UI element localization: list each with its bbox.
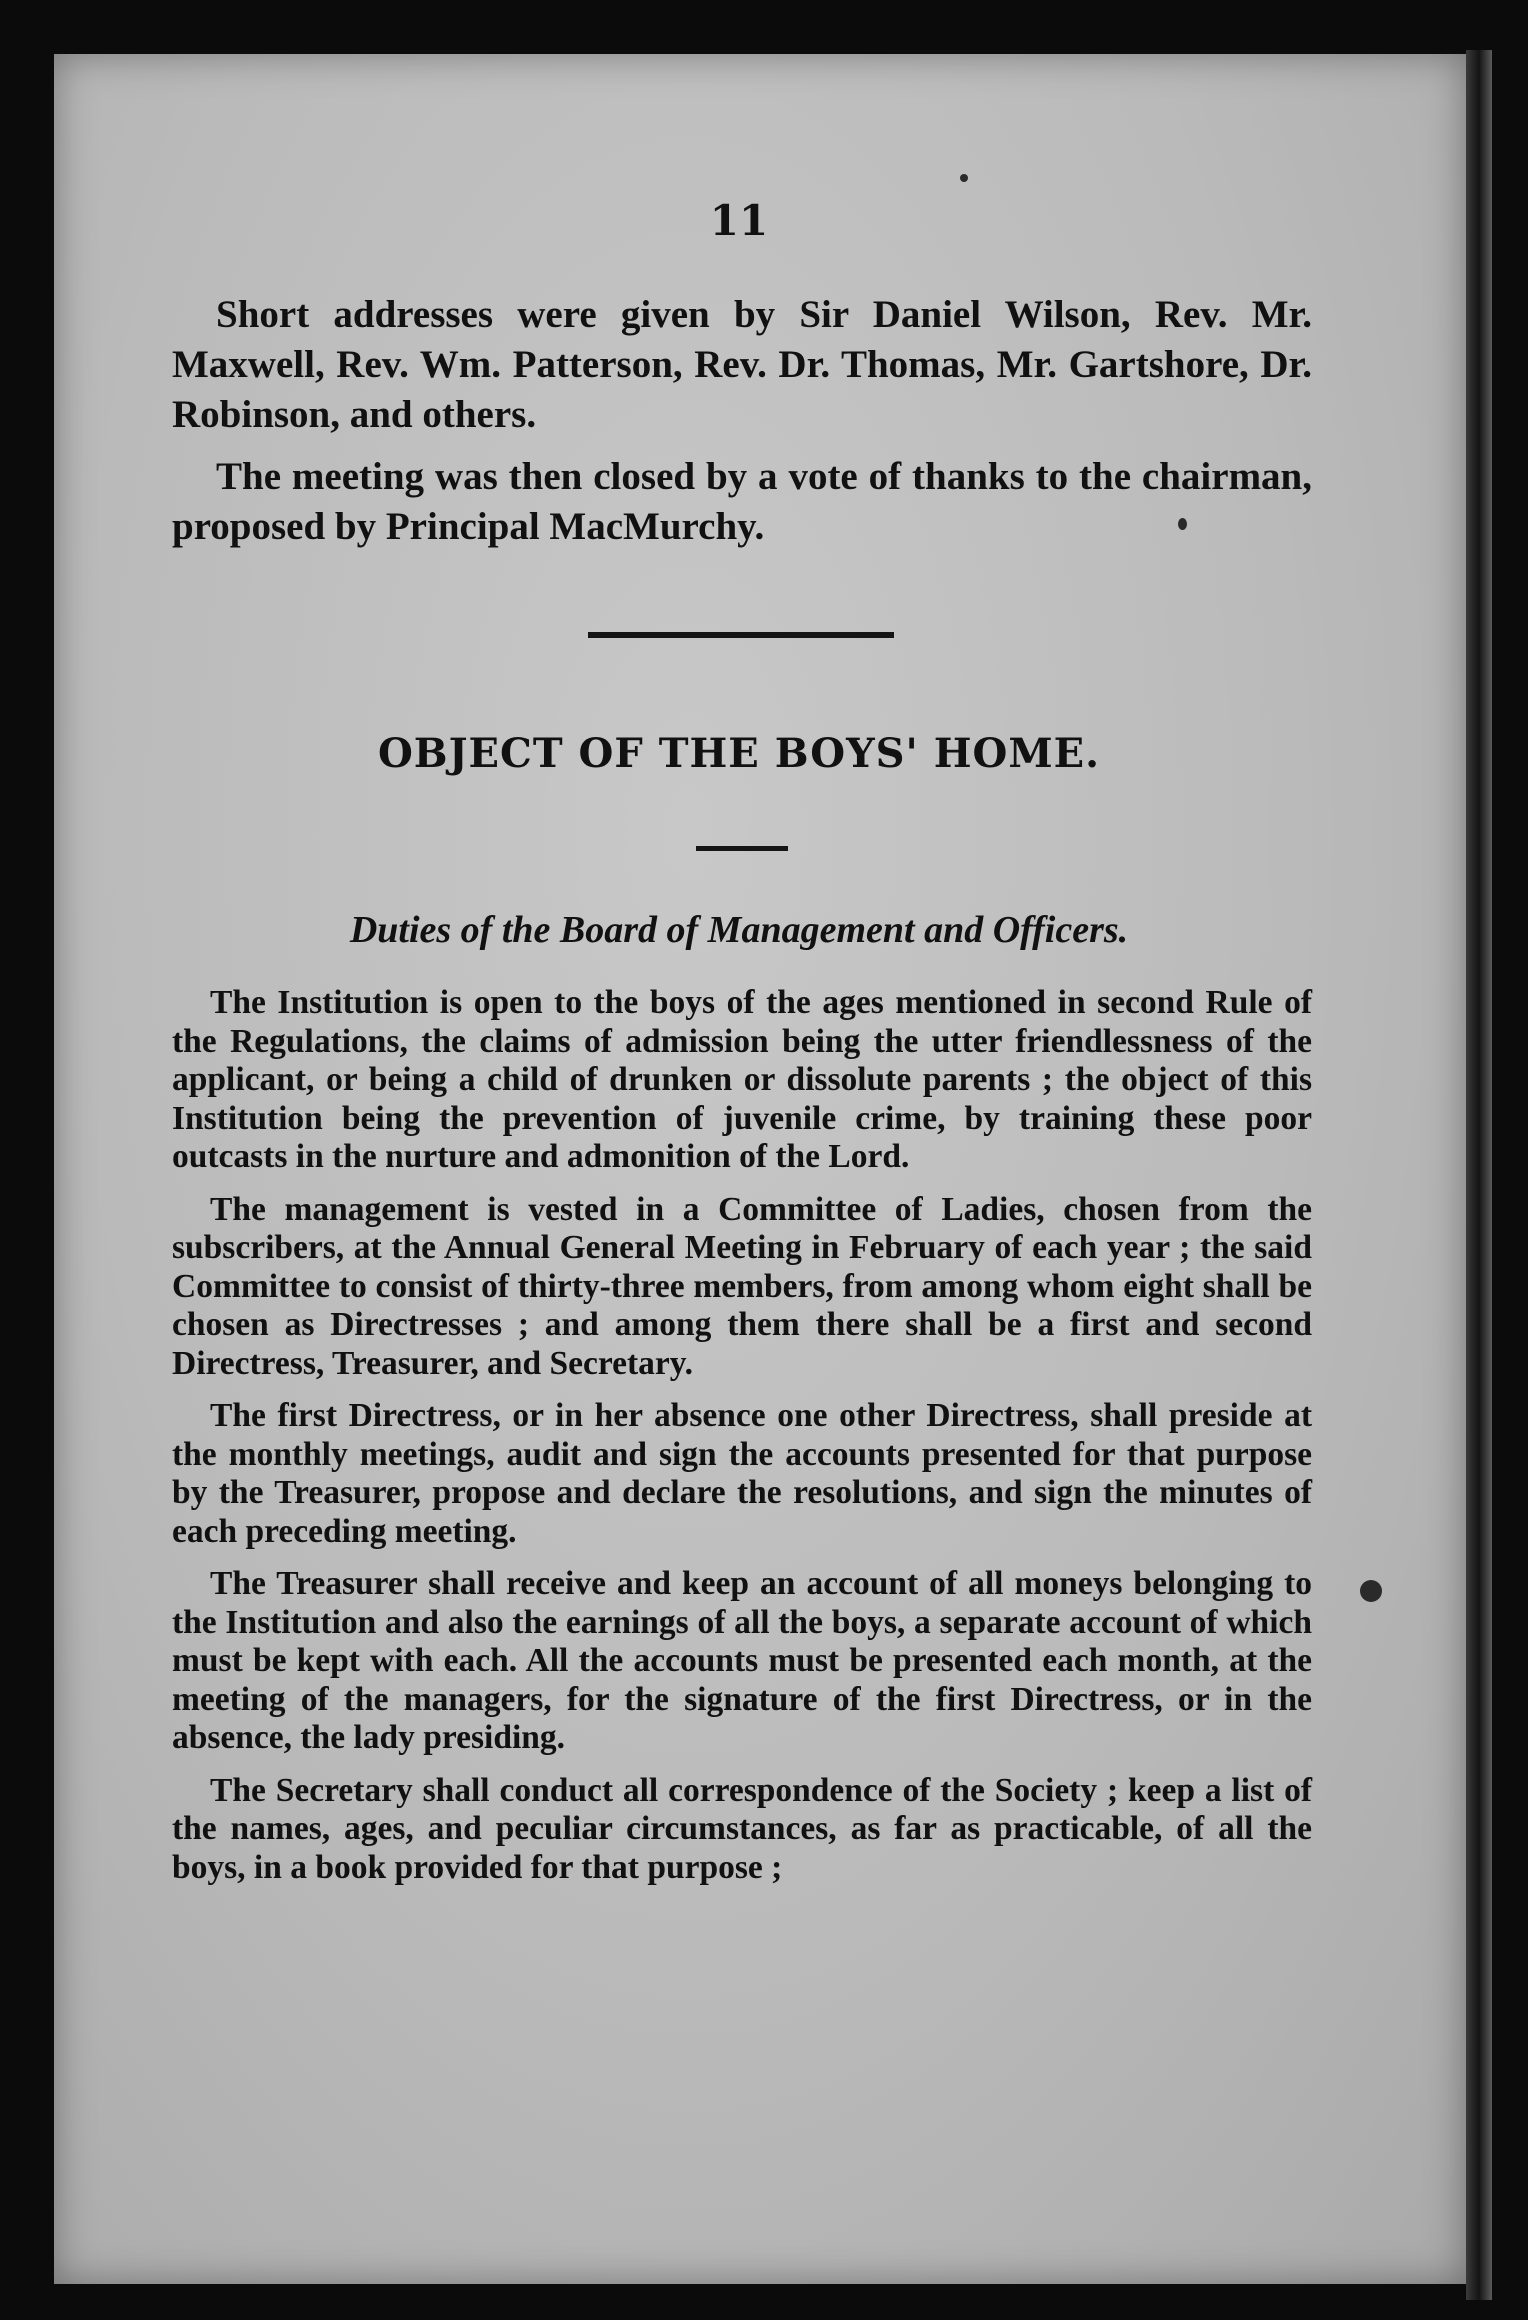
ornamental-rule [588,632,894,638]
body-paragraph: The Secretary shall conduct all correspondence of the Society ; keep a list of the names, ages, and peculiar circumstances, as far as practicable, of all the boys, in a book provided for that purpose ; [172,1771,1312,1886]
body-paragraph: The Treasurer shall receive and keep an account of all moneys belonging to the Institution and also the earnings of all the boys, a separate account of which must be kept with each. All the accounts must be presented each month, at the meeting of the managers, for the signature of the first Directress, or in the absence, the lady presiding. [172,1565,1312,1756]
intro-text [172,290,1312,564]
ink-spot [1360,1580,1382,1602]
body-paragraph: The management is vested in a Committee of Ladies, chosen from the subscribers, at the Annual General Meeting in February of each year ; the said Committee to consist of thirty-three members, from among whom eight shall be chosen as Directresses ; and among them there shall be a first and second Directress, Treasurer, and Secretary. [172,1190,1312,1382]
body-paragraph: The first Directress, or in her absence one other Directress, shall preside at the monthly meetings, audit and sign the accounts presented for that purpose by the Treasurer, propose and declare the resolutions, and sign the minutes of each preceding meeting. [172,1397,1312,1550]
ink-spot [960,174,968,182]
short-rule [696,846,788,851]
body-text [172,984,1312,1901]
page-edge [1466,50,1492,2300]
ink-spot [1178,518,1187,530]
intro-paragraph: Short addresses were given by Sir Daniel Wilson, Rev. Mr. Maxwell, Rev. Wm. Patterson, Rev. Dr. Thomas, Mr. Gartshore, Dr. Robinson, and others. [172,293,1312,436]
body-paragraph: The Institution is open to the boys of the ages mentioned in second Rule of the Regulations, the claims of admission being the utter friendlessness of the applicant, or being a child of drunken or dissolute parents ; the object of this Institution being the prevention of juvenile crime, by training these poor outcasts in the nurture and admonition of the Lord. [172,984,1312,1175]
page-number: 11 [709,196,769,245]
section-title: OBJECT OF THE BOYS' HOME. [377,730,1101,777]
intro-paragraph: The meeting was then closed by a vote of thanks to the chairman, proposed by Principal MacMurchy. [172,455,1312,548]
section-subtitle: Duties of the Board of Management and Officers. [349,909,1129,951]
